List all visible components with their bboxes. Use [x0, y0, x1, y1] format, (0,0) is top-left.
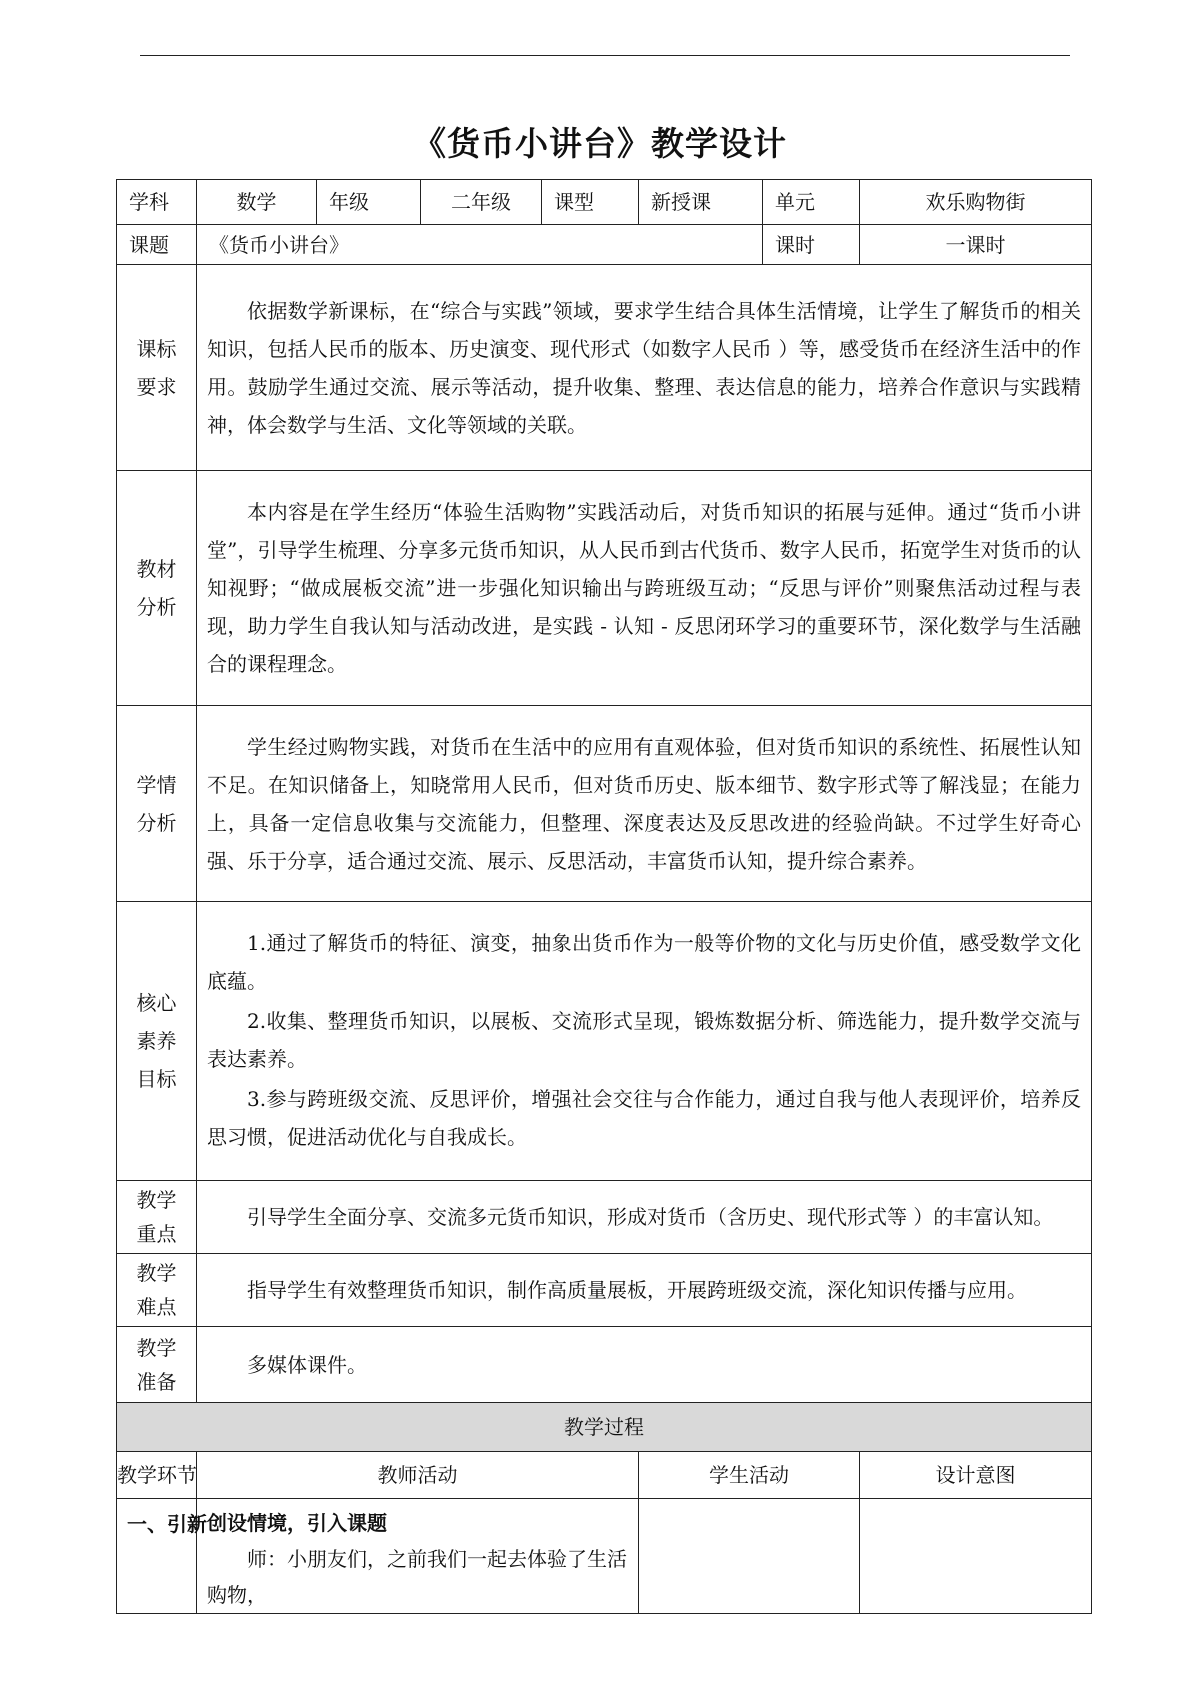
curriculum-text: 依据数学新课标，在“综合与实践”领域，要求学生结合具体生活情境，让学生了解货币的相关知识，包括人民币的版本、历史演变、现代形式（如数字人民币 ）等，感受货币在经济生活中的作用。鼓励学生通过交流、展示等活动，提升收集、整理、表达信息的能力，培养合作意识与实践精神，体会数学与生活、文化等领域的关联。	[197, 265, 1092, 471]
topic-value: 《货币小讲台》	[197, 225, 763, 265]
goals-row	[117, 902, 1092, 1181]
lesson-plan-table	[116, 179, 1092, 1614]
process-heading: 教学过程	[117, 1403, 1092, 1452]
goal-item: 1.通过了解货币的特征、演变，抽象出货币作为一般等价物的文化与历史价值，感受数学文化底蕴。	[207, 931, 1081, 993]
material-text: 本内容是在学生经历“体验生活购物”实践活动后，对货币知识的拓展与延伸。通过“货币小讲堂”，引导学生梳理、分享多元货币知识，从人民币到古代货币、数字人民币，拓宽学生对货币的认知视野；“做成展板交流”进一步强化知识输出与跨班级互动；“反思与评价”则聚焦活动过程与表现，助力学生自我认知与活动改进，是实践 - 认知 - 反思闭环学习的重要环节，深化数学与生活融合的课程理念。	[197, 471, 1092, 706]
material-row	[117, 471, 1092, 706]
learners-row	[117, 706, 1092, 902]
page-title: 《货币小讲台》教学设计	[413, 124, 787, 163]
difficulties-text: 指导学生有效整理货币知识，制作高质量展板，开展跨班级交流，深化知识传播与应用。	[197, 1254, 1092, 1327]
column-stage: 教学环节	[117, 1452, 197, 1499]
difficulties-row	[117, 1254, 1092, 1327]
goal-item: 3.参与跨班级交流、反思评价，增强社会交往与合作能力，通过自我与他人表现评价，培养反思习惯，促进活动优化与自我成长。	[207, 1087, 1081, 1149]
design-intent	[860, 1499, 1092, 1614]
stage-cell: 一、引新	[117, 1499, 197, 1614]
column-intent: 设计意图	[860, 1452, 1092, 1499]
grade-label: 年级	[317, 180, 421, 225]
student-activity	[639, 1499, 860, 1614]
learners-label: 学情 分析	[117, 706, 197, 902]
unit-value: 欢乐购物街	[860, 180, 1092, 225]
info-row-2	[117, 225, 1092, 265]
material-label: 教材 分析	[117, 471, 197, 706]
process-heading-row	[117, 1403, 1092, 1452]
key-points-row	[117, 1181, 1092, 1254]
subject-label: 学科	[117, 180, 197, 225]
process-columns-row	[117, 1452, 1092, 1499]
preparation-label: 教学 准备	[117, 1327, 197, 1403]
key-points-label: 教学 重点	[117, 1181, 197, 1254]
preparation-text: 多媒体课件。	[197, 1327, 1092, 1403]
goals-label: 核心 素养 目标	[117, 902, 197, 1181]
key-points-text: 引导学生全面分享、交流多元货币知识，形成对货币（含历史、现代形式等 ）的丰富认知。	[197, 1181, 1092, 1254]
curriculum-row	[117, 265, 1092, 471]
difficulties-label: 教学 难点	[117, 1254, 197, 1327]
type-label: 课型	[542, 180, 639, 225]
learners-text: 学生经过购物实践，对货币在生活中的应用有直观体验，但对货币知识的系统性、拓展性认知不足。在知识储备上，知晓常用人民币，但对货币历史、版本细节、数字形式等了解浅显；在能力上，具备一定信息收集与交流能力，但整理、深度表达及反思改进的经验尚缺。不过学生好奇心强、乐于分享，适合通过交流、展示、反思活动，丰富货币认知，提升综合素养。	[197, 706, 1092, 902]
preparation-row	[117, 1327, 1092, 1403]
topic-label: 课题	[117, 225, 197, 265]
period-value: 一课时	[860, 225, 1092, 265]
grade-value: 二年级	[421, 180, 542, 225]
info-row-1	[117, 180, 1092, 225]
process-row	[117, 1499, 1092, 1614]
column-teacher: 教师活动	[197, 1452, 639, 1499]
goals-text	[197, 902, 1092, 1181]
subject-value: 数学	[197, 180, 317, 225]
column-student: 学生活动	[639, 1452, 860, 1499]
type-value: 新授课	[639, 180, 763, 225]
teacher-activity-text: 师：小朋友们，之前我们一起去体验了生活购物，	[207, 1547, 627, 1607]
goal-item: 2.收集、整理货币知识，以展板、交流形式呈现，锻炼数据分析、筛选能力，提升数学交流与表达素养。	[207, 1009, 1081, 1071]
curriculum-label: 课标 要求	[117, 265, 197, 471]
teacher-activity-heading: 创设情境，引入课题	[207, 1511, 387, 1535]
teacher-activity	[197, 1499, 639, 1614]
unit-label: 单元	[763, 180, 860, 225]
period-label: 课时	[763, 225, 860, 265]
header-rule	[140, 55, 1070, 56]
